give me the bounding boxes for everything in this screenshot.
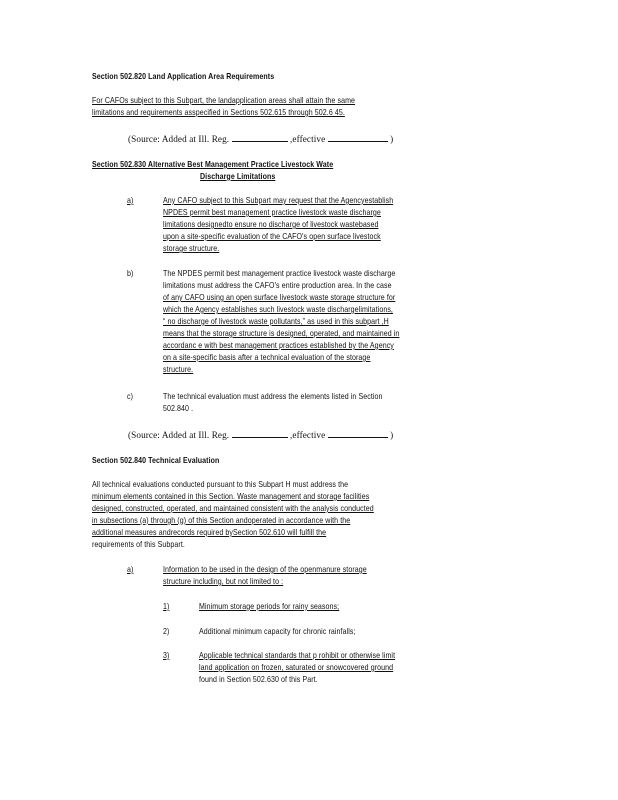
source-note-effective: ,effective <box>290 134 326 144</box>
section-502-820-body-line: For CAFOs subject to this Subpart, the landapplication areas shall attain the same <box>92 96 356 105</box>
list-item-line: The technical evaluation must address the elements listed in Section <box>163 392 383 401</box>
list-item-line: NPDES permit best management practice livestock waste discharge <box>163 208 381 217</box>
source-note-close: ) <box>390 430 394 440</box>
sub-item-label: 2) <box>163 627 170 636</box>
sub-item-line: Minimum storage periods for rainy seasons; <box>199 602 340 611</box>
source-note-prefix: (Source: Added at Ill. Reg. <box>128 134 230 144</box>
blank-line <box>328 140 388 142</box>
section-502-840-heading: Section 502.840 Technical Evaluation <box>92 456 220 465</box>
list-item-line: “ no discharge of livestock waste pollutants,” as used in this subpart ,H <box>163 317 389 326</box>
sub-item-line: found in Section 502.630 of this Part. <box>199 675 318 684</box>
list-item-line: of any CAFO using an open surface livestock waste storage structure for <box>163 293 396 302</box>
list-item-line: limitations must address the CAFO's entire production area. In the case <box>163 281 392 290</box>
source-note <box>128 135 393 144</box>
list-item-line: The NPDES permit best management practice livestock waste discharge <box>163 269 396 278</box>
source-note-prefix: (Source: Added at Ill. Reg. <box>128 430 230 440</box>
list-item-line: accordanc e with best management practices established by the Agency <box>163 341 394 350</box>
list-item-line: structure including, but not limited to : <box>163 577 284 586</box>
sub-item-line: Applicable technical standards that p rohibit or otherwise limit <box>199 651 396 660</box>
sub-item-line: Additional minimum capacity for chronic rainfalls; <box>199 627 356 636</box>
list-item-line: Information to be used in the design of the openmanure storage <box>163 565 367 574</box>
section-502-840-body-line: designed, constructed, operated, and maintained consistent with the analysis conducted <box>92 504 374 513</box>
section-502-840-body-line: minimum elements contained in this Section. Waste management and storage facilities <box>92 492 370 501</box>
section-502-820-body-line: limitations and requirements asspecified in Sections 502.615 through 502.6 45. <box>92 108 345 117</box>
list-item-line: structure. <box>163 365 194 374</box>
list-item-line: 502.840 . <box>163 404 194 413</box>
blank-line <box>232 436 288 438</box>
sub-item-label: 1) <box>163 602 170 611</box>
list-item-line: storage structure. <box>163 244 220 253</box>
list-item-label: a) <box>127 565 134 574</box>
list-item-label: b) <box>127 269 134 278</box>
list-item-line: limitations designedto ensure no discharge of livestock wastebased <box>163 220 379 229</box>
list-item-line: which the Agency establishes such livestock waste dischargelimitations, <box>163 305 393 314</box>
section-502-840-body-line: additional measures andrecords required bySection 502.610 will fulfill the <box>92 528 327 537</box>
list-item-label: c) <box>127 392 134 401</box>
list-item-line: means that the storage structure is designed, operated, and maintained in <box>163 329 400 338</box>
list-item-line: on a site-specific basis after a technical evaluation of the storage <box>163 353 371 362</box>
list-item-line: Any CAFO subject to this Subpart may request that the Agencyestablish <box>163 196 394 205</box>
section-502-820-heading: Section 502.820 Land Application Area Requirements <box>92 72 275 81</box>
list-item-label: a) <box>127 196 134 205</box>
section-502-840-body-line: requirements of this Subpart. <box>92 540 185 549</box>
section-502-830-heading-cont: Discharge Limitations <box>200 172 276 181</box>
list-item-line: upon a site-specific evaluation of the CAFO's open surface livestock <box>163 232 381 241</box>
blank-line <box>328 436 388 438</box>
blank-line <box>232 140 288 142</box>
source-note-close: ) <box>390 134 394 144</box>
sub-item-line: land application on frozen, saturated or snowcovered ground <box>199 663 394 672</box>
source-note <box>128 431 393 440</box>
section-502-830-heading: Section 502.830 Alternative Best Management Practice Livestock Wate <box>92 160 334 169</box>
source-note-effective: ,effective <box>290 430 326 440</box>
sub-item-label: 3) <box>163 651 170 660</box>
section-502-840-body-line: All technical evaluations conducted pursuant to this Subpart H must address the <box>92 480 349 489</box>
section-502-840-body-line: in subsections (a) through (g) of this Section andoperated in accordance with the <box>92 516 351 525</box>
